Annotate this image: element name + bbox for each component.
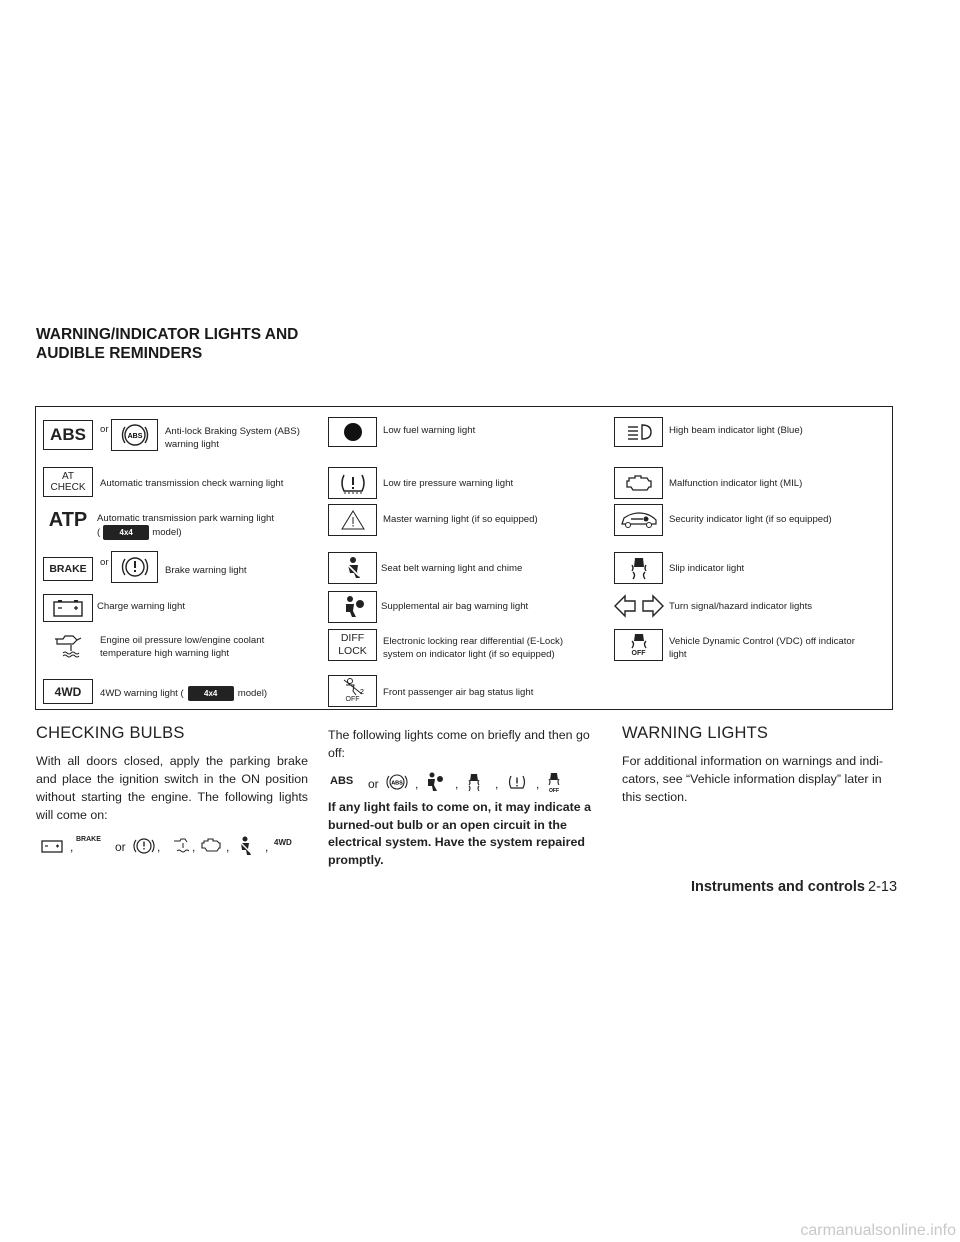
indicator-panel bbox=[35, 406, 893, 710]
watermark: carmanualsonline.info bbox=[800, 1222, 956, 1239]
or-label: or bbox=[368, 777, 379, 791]
briefly-section bbox=[328, 726, 601, 762]
at-check-line2: CHECK bbox=[50, 482, 86, 493]
four-wd-icon: 4WD bbox=[43, 679, 93, 704]
four-wd-label-a: 4WD warning light ( bbox=[100, 688, 184, 699]
briefly-intro: The following lights come on briefly and then go off: bbox=[328, 728, 590, 760]
or-label: or bbox=[100, 557, 109, 568]
passenger-off-text: OFF bbox=[345, 696, 360, 703]
abs-label-line1: Anti-lock Braking System (ABS) bbox=[165, 426, 300, 437]
seat-belt-icon bbox=[236, 836, 254, 856]
checking-bulbs-section bbox=[36, 724, 308, 824]
warning-lights-heading: WARNING LIGHTS bbox=[622, 724, 769, 742]
vdc-off-label-line1: Vehicle Dynamic Control (VDC) off indicator bbox=[669, 636, 855, 647]
atp-label bbox=[97, 512, 274, 540]
charge-label: Charge warning light bbox=[97, 601, 185, 612]
turn-signal-icon bbox=[613, 592, 665, 620]
comma: , bbox=[226, 840, 230, 854]
at-check-icon bbox=[43, 467, 93, 497]
comma: , bbox=[455, 777, 459, 791]
atp-label-paren: ( bbox=[97, 527, 101, 538]
seat-belt-icon bbox=[328, 552, 377, 584]
passenger-airbag-label: Front passenger air bag status light bbox=[383, 687, 534, 698]
low-fuel-icon bbox=[328, 417, 377, 447]
charge-icon bbox=[43, 594, 93, 622]
brake-label: Brake warning light bbox=[165, 565, 247, 576]
high-beam-label: High beam indicator light (Blue) bbox=[669, 425, 803, 436]
abs-text-icon: ABS bbox=[330, 775, 354, 787]
oil-coolant-label-line1: Engine oil pressure low/engine coolant bbox=[100, 635, 265, 646]
comma: , bbox=[192, 840, 196, 854]
brake-text-icon: BRAKE bbox=[76, 836, 101, 843]
abs-circle-icon bbox=[111, 419, 158, 451]
comma: , bbox=[157, 840, 161, 854]
diff-lock-icon bbox=[328, 629, 377, 661]
abs-label-line2: warning light bbox=[165, 439, 219, 450]
airbag-label: Supplemental air bag warning light bbox=[381, 601, 529, 612]
passenger-airbag-off-icon bbox=[328, 675, 377, 707]
low-fuel-label: Low fuel warning light bbox=[383, 425, 476, 436]
oil-coolant-label-line2: temperature high warning light bbox=[100, 648, 230, 659]
checking-bulbs-heading: CHECKING BULBS bbox=[36, 724, 185, 742]
mil-label: Malfunction indicator light (MIL) bbox=[669, 478, 803, 489]
low-tire-label: Low tire pressure warning light bbox=[383, 478, 514, 489]
diff-lock-label bbox=[383, 635, 563, 661]
turn-signal-label: Turn signal/hazard indicator lights bbox=[669, 601, 813, 612]
section-title-line1: WARNING/INDICATOR LIGHTS AND bbox=[36, 326, 299, 343]
atp-label-line1: Automatic transmission park warning light bbox=[97, 513, 275, 524]
brake-icon: BRAKE bbox=[43, 557, 93, 581]
atp-label-model: model) bbox=[152, 527, 182, 538]
diff-lock-line1: DIFF bbox=[340, 632, 365, 644]
section-title-line2: AUDIBLE REMINDERS bbox=[36, 345, 203, 362]
four-by-four-icon: 4x4 bbox=[103, 525, 149, 540]
comma: , bbox=[265, 840, 269, 854]
oil-coolant-label bbox=[100, 634, 264, 660]
briefly-symbol-row bbox=[328, 771, 601, 795]
diff-lock-line2: LOCK bbox=[338, 645, 367, 657]
oil-coolant-icon bbox=[43, 629, 93, 661]
abs-circle-mini-text: ABS bbox=[391, 780, 403, 787]
footer-section-title: Instruments and controls bbox=[690, 879, 865, 895]
vdc-off-label bbox=[669, 635, 855, 661]
at-check-line1: AT bbox=[61, 471, 75, 482]
footer-page-number: 2-13 bbox=[868, 879, 898, 895]
abs-icon: ABS bbox=[43, 420, 93, 450]
charge-icon bbox=[40, 838, 64, 854]
vdc-off-icon bbox=[614, 629, 663, 661]
master-warning-label: Master warning light (if so equipped) bbox=[383, 514, 538, 525]
brake-circle-icon bbox=[111, 551, 158, 583]
comma: , bbox=[495, 777, 499, 791]
mil-icon bbox=[614, 467, 663, 499]
comma: , bbox=[536, 777, 540, 791]
high-beam-icon bbox=[614, 417, 663, 447]
airbag-icon bbox=[424, 772, 444, 792]
vdc-off-label-line2: light bbox=[669, 649, 687, 660]
warning-lights-body: For additional information on warnings and indi-cators, see “Vehicle information display” later in this section. bbox=[622, 754, 884, 804]
slip-icon bbox=[466, 772, 482, 792]
four-wd-text-icon: 4WD bbox=[274, 838, 292, 847]
vdc-off-mini-text: OFF bbox=[549, 788, 559, 794]
abs-label bbox=[165, 425, 300, 451]
abs-circle-text: ABS bbox=[127, 433, 142, 440]
security-icon bbox=[614, 504, 663, 536]
vdc-off-text: OFF bbox=[631, 650, 646, 657]
svg-text:2: 2 bbox=[359, 689, 364, 696]
abs-circle-icon bbox=[386, 772, 408, 792]
four-wd-label-b: model) bbox=[237, 688, 268, 699]
slip-label: Slip indicator light bbox=[669, 563, 745, 574]
warning-lights-section bbox=[622, 724, 894, 806]
master-warning-icon bbox=[328, 504, 377, 536]
diff-lock-label-line1: Electronic locking rear differential (E-Lock) bbox=[383, 636, 564, 647]
atp-icon: ATP bbox=[43, 505, 93, 535]
burned-out-warning: If any light fails to come on, it may indicate a burned-out bulb or an open circuit in the electrical system. Have the system repaired promptly. bbox=[328, 800, 592, 867]
airbag-icon bbox=[328, 591, 377, 623]
slip-icon bbox=[614, 552, 663, 584]
comma: , bbox=[415, 777, 419, 791]
low-tire-icon bbox=[328, 467, 377, 499]
checking-symbol-row bbox=[36, 834, 308, 860]
section-title bbox=[36, 325, 298, 363]
seat-belt-label: Seat belt warning light and chime bbox=[381, 563, 523, 574]
at-check-label: Automatic transmission check warning light bbox=[100, 478, 284, 489]
checking-bulbs-body: With all doors closed, apply the parking brake and place the ignition switch in the ON position without starting the engine. The following lights will come on: bbox=[36, 754, 308, 822]
oil-coolant-icon bbox=[172, 836, 190, 856]
brake-circle-icon bbox=[133, 836, 155, 856]
vdc-off-icon bbox=[546, 771, 562, 795]
security-label: Security indicator light (if so equipped) bbox=[669, 514, 832, 525]
or-label: or bbox=[100, 424, 109, 435]
comma: , bbox=[70, 840, 74, 854]
or-label: or bbox=[115, 840, 126, 854]
four-wd-label bbox=[100, 686, 267, 701]
mil-icon bbox=[200, 837, 222, 853]
diff-lock-label-line2: system on indicator light (if so equipped) bbox=[383, 649, 555, 660]
four-by-four-icon: 4x4 bbox=[188, 686, 234, 701]
low-tire-icon bbox=[506, 773, 528, 791]
